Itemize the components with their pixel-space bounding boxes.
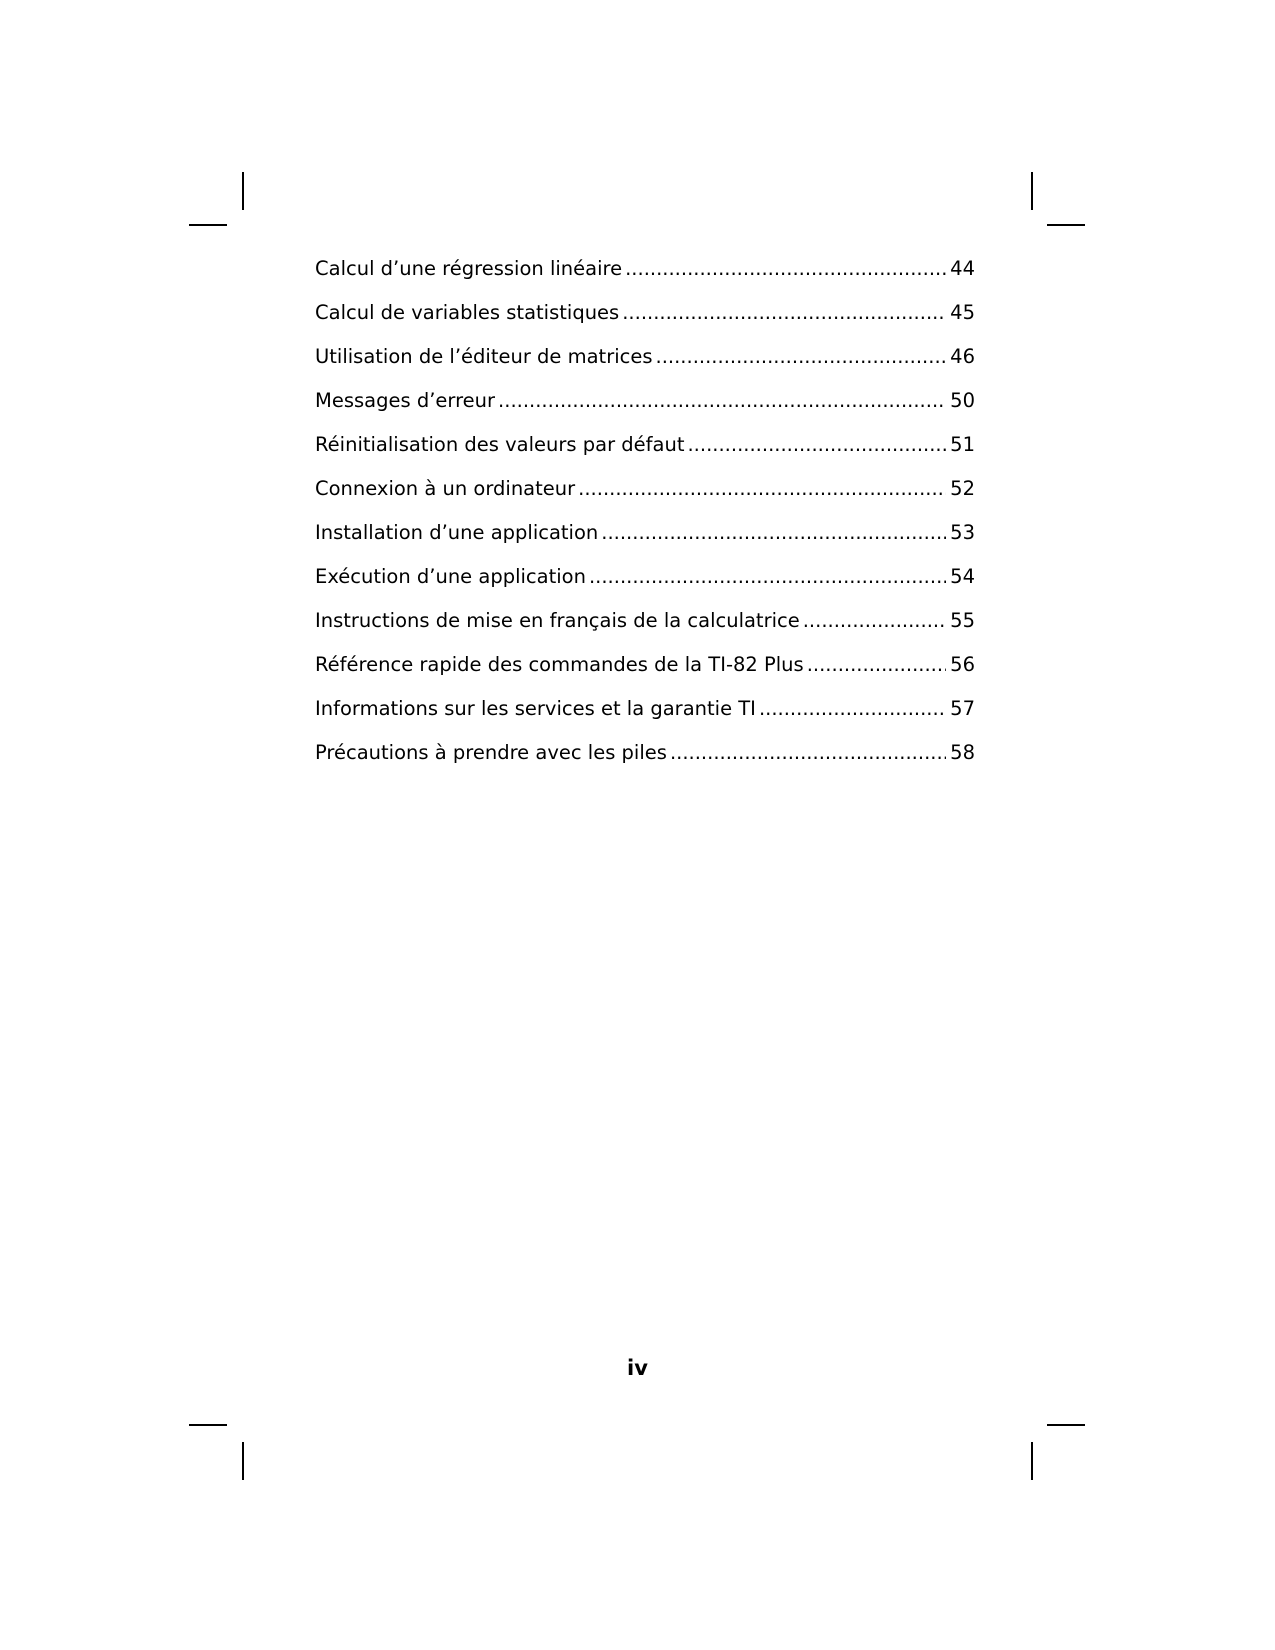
crop-mark-bottom-left-horizontal [189,1424,227,1426]
toc-entry[interactable] [315,518,975,562]
toc-entry-title: Précautions à prendre avec les piles [315,741,667,764]
toc-entry-page: 51 [950,433,975,456]
toc-entry-title: Instructions de mise en français de la calculatrice [315,609,800,632]
toc-dot-leader [807,650,946,680]
toc-entry-page: 57 [950,697,975,720]
toc-entry-title: Installation d’une application [315,521,599,544]
crop-mark-bottom-right-vertical [1031,1442,1033,1480]
crop-mark-top-right-vertical [1031,172,1033,210]
toc-entry-page: 50 [950,389,975,412]
toc-entry-title: Calcul d’une régression linéaire [315,257,623,280]
toc-dot-leader [803,606,946,636]
toc-entry-page: 54 [950,565,975,588]
toc-dot-leader [498,386,946,416]
toc-entry[interactable] [315,298,975,342]
toc-dot-leader [622,298,946,328]
toc-entry[interactable] [315,474,975,518]
toc-dot-leader [687,430,946,460]
toc-entry-title: Calcul de variables statistiques [315,301,620,324]
toc-entry-title: Connexion à un ordinateur [315,477,576,500]
toc-entry[interactable] [315,430,975,474]
toc-entry-page: 53 [950,521,975,544]
toc-entry[interactable] [315,738,975,782]
page-number: iv [627,1356,648,1380]
crop-mark-bottom-right-horizontal [1047,1424,1085,1426]
toc-dot-leader [625,254,946,284]
crop-mark-top-left-vertical [242,172,244,210]
toc-entry-page: 44 [950,257,975,280]
crop-mark-top-right-horizontal [1047,224,1085,226]
toc-entry[interactable] [315,254,975,298]
toc-dot-leader [656,342,947,372]
toc-entry-title: Référence rapide des commandes de la TI-82 Plus [315,653,804,676]
toc-dot-leader [759,694,946,724]
toc-entry[interactable] [315,606,975,650]
toc-entry[interactable] [315,650,975,694]
toc-entry[interactable] [315,342,975,386]
toc-entry-page: 55 [950,609,975,632]
toc-dot-leader [589,562,946,592]
toc-entry-title: Informations sur les services et la garantie TI [315,697,756,720]
crop-mark-bottom-left-vertical [242,1442,244,1480]
toc-dot-leader [601,518,946,548]
toc-entry-page: 52 [950,477,975,500]
toc-entry[interactable] [315,386,975,430]
toc-entry-page: 56 [950,653,975,676]
toc-entry[interactable] [315,562,975,606]
toc-entry-title: Messages d’erreur [315,389,496,412]
toc-entry-title: Utilisation de l’éditeur de matrices [315,345,653,368]
table-of-contents [315,254,975,782]
crop-mark-top-left-horizontal [189,224,227,226]
toc-entry-page: 58 [950,741,975,764]
toc-entry-page: 45 [950,301,975,324]
toc-entry-title: Exécution d’une application [315,565,586,588]
toc-entry-page: 46 [950,345,975,368]
toc-dot-leader [578,474,946,504]
toc-entry[interactable] [315,694,975,738]
toc-dot-leader [670,738,946,768]
toc-entry-title: Réinitialisation des valeurs par défaut [315,433,685,456]
